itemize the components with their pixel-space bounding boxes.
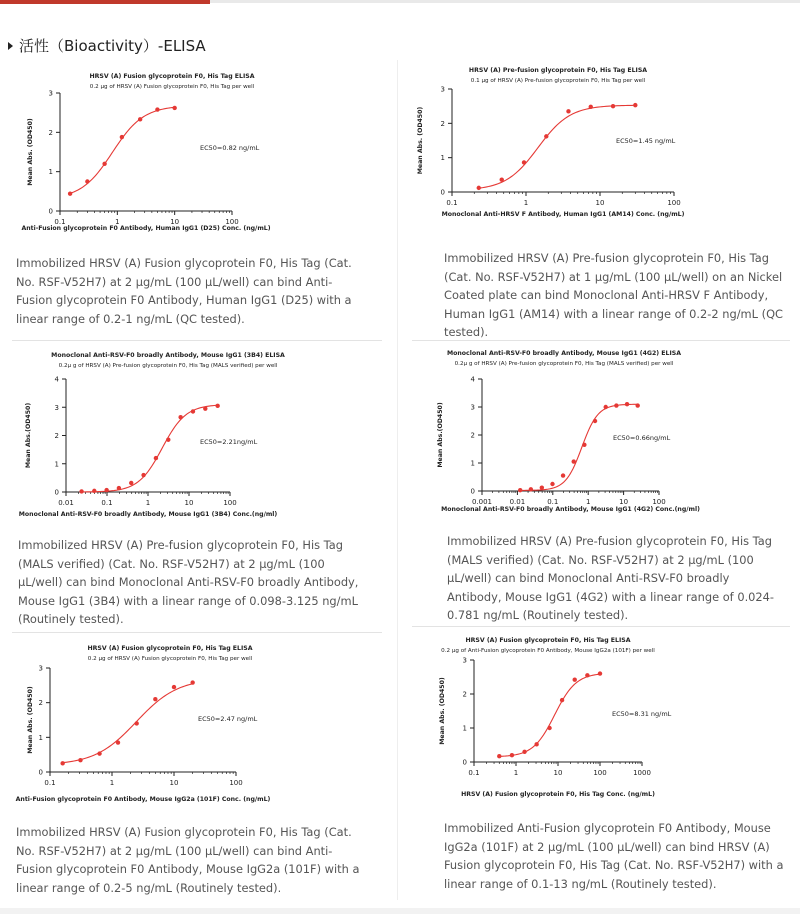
data-point <box>611 104 615 108</box>
chart-subtitle: 0.2 μg of HRSV (A) Fusion glycoprotein F0, His Tag per well <box>89 84 255 90</box>
elisa-chart-2 <box>412 64 782 224</box>
y-tick-label: 2 <box>48 128 53 137</box>
y-tick-label: 3 <box>470 403 475 412</box>
data-point <box>633 103 637 107</box>
data-point <box>104 488 108 492</box>
ec50-annotation: EC50=2.47 ng/mL <box>198 715 258 723</box>
y-tick-label: 2 <box>470 431 475 440</box>
data-point <box>155 107 159 111</box>
chart-title: HRSV (A) Pre-fusion glycoprotein F0, His Tag ELISA <box>468 67 648 74</box>
data-point <box>614 403 618 407</box>
y-tick-label: 0 <box>470 487 475 496</box>
section-title: 活性（Bioactivity）-ELISA <box>19 37 206 55</box>
y-tick-label: 0 <box>440 188 445 197</box>
x-axis-label: Monoclonal Anti-RSV-F0 broadly Antibody, Mouse IgG1 (3B4) Conc.(ng/ml) <box>18 511 278 518</box>
data-point <box>215 404 219 408</box>
data-point <box>561 473 565 477</box>
data-point <box>78 758 82 762</box>
x-tick-label: 1 <box>513 769 519 777</box>
data-point <box>138 117 142 121</box>
center-vertical-divider <box>397 60 398 900</box>
chart-title: Monoclonal Anti-RSV-F0 broadly Antibody, Mouse IgG1 (4G2) ELISA <box>446 350 682 357</box>
data-point <box>477 186 481 190</box>
ec50-annotation: EC50=0.82 ng/mL <box>200 144 260 152</box>
data-point <box>102 162 106 166</box>
x-tick-label: 0.001 <box>471 498 493 506</box>
x-tick-label: 100 <box>229 779 243 787</box>
ec50-annotation: EC50=1.45 ng/mL <box>616 137 676 145</box>
data-point <box>589 105 593 109</box>
x-axis-label: Monoclonal Anti-HRSV F Antibody, Human IgG1 (AM14) Conc. (ng/mL) <box>441 211 685 218</box>
bottom-bar <box>0 908 800 914</box>
elisa-chart-5 <box>15 640 392 808</box>
x-tick-label: 100 <box>223 499 237 507</box>
y-tick-label: 0 <box>54 488 59 497</box>
ec50-annotation: EC50=2.21ng/mL <box>200 438 258 446</box>
x-tick-label: 100 <box>667 199 681 207</box>
x-tick-label: 100 <box>652 498 666 506</box>
elisa-chart-4 <box>416 345 786 517</box>
elisa-chart-6 <box>420 634 790 804</box>
data-point <box>497 754 501 758</box>
data-point <box>529 487 533 491</box>
x-tick-label: 0.1 <box>446 199 458 207</box>
y-tick-label: 2 <box>38 699 43 708</box>
x-tick-label: 10 <box>169 779 179 787</box>
x-tick-label: 1 <box>109 779 115 787</box>
x-tick-label: 10 <box>595 199 605 207</box>
y-tick-label: 3 <box>54 403 59 412</box>
y-axis-label: Mean Abs. (OD450) <box>27 686 34 754</box>
data-point <box>544 134 548 138</box>
x-tick-label: 100 <box>593 769 607 777</box>
x-tick-label: 0.01 <box>58 499 74 507</box>
data-point <box>540 485 544 489</box>
x-axis-label: Monoclonal Anti-RSV-F0 broadly Antibody, Mouse IgG1 (4G2) Conc.(ng/ml) <box>441 506 700 513</box>
chart-title: Monoclonal Anti-RSV-F0 broadly Antibody, Mouse IgG1 (3B4) ELISA <box>51 352 285 359</box>
data-point <box>141 473 145 477</box>
right-divider-2 <box>412 626 790 627</box>
data-point <box>510 753 514 757</box>
data-point <box>117 486 121 490</box>
y-tick-label: 0 <box>38 768 43 777</box>
chart-subtitle: 0.2μ g of HRSV (A) Pre-fusion glycoprotein F0, His Tag (MALS verified) per well <box>454 361 674 367</box>
x-tick-label: 0.1 <box>101 499 113 507</box>
y-tick-label: 0 <box>48 207 53 216</box>
data-point <box>635 403 639 407</box>
chart-subtitle: 0.2 μg of HRSV (A) Fusion glycoprotein F0, His Tag per well <box>87 656 253 662</box>
y-tick-label: 1 <box>38 733 43 742</box>
data-point <box>120 135 124 139</box>
x-tick-label: 10 <box>619 498 629 506</box>
chart-6-description: Immobilized Anti-Fusion glycoprotein F0 Antibody, Mouse IgG2a (101F) at 2 μg/mL (100 μL/well) can bind HRSV (A) Fusion glycoprotein F0, His Tag (Cat. No. RSF-V52H7) with a linear range of 0.1-13 ng/mL (Routinely tested). <box>444 821 784 891</box>
left-divider-1 <box>12 340 382 341</box>
x-tick-label: 10 <box>170 218 180 226</box>
data-point <box>129 481 133 485</box>
data-point <box>522 160 526 164</box>
data-point <box>79 489 83 493</box>
y-tick-label: 1 <box>470 459 475 468</box>
data-point <box>190 680 194 684</box>
x-axis-label: Anti-Fusion glycoprotein F0 Antibody, Mouse IgG2a (101F) Conc. (ng/mL) <box>15 796 271 803</box>
data-point <box>582 443 586 447</box>
chart-5-description: Immobilized HRSV (A) Fusion glycoprotein F0, His Tag (Cat. No. RSF-V52H7) at 2 μg/mL (100 μL/well) can bind Anti-Fusion glycoprotein F0 Antibody, Mouse IgG2a (101F) with a linear range of 0.2-5 ng/mL (Routinely tested). <box>16 825 360 895</box>
section-heading <box>8 35 206 56</box>
x-tick-label: 0.1 <box>44 779 56 787</box>
y-tick-label: 1 <box>48 168 53 177</box>
data-point <box>598 671 602 675</box>
data-point <box>92 489 96 493</box>
y-tick-label: 0 <box>462 758 467 767</box>
chart-subtitle: 0.2μ g of HRSV (A) Pre-fusion glycoprotein F0, His Tag (MALS verified) per well <box>58 363 278 369</box>
fit-curve <box>520 404 637 490</box>
data-point <box>585 673 589 677</box>
y-tick-label: 3 <box>38 664 43 673</box>
data-point <box>522 750 526 754</box>
data-point <box>604 405 608 409</box>
chart-title: HRSV (A) Fusion glycoprotein F0, His Tag ELISA <box>87 645 253 652</box>
chart-title: HRSV (A) Fusion glycoprotein F0, His Tag ELISA <box>465 637 631 644</box>
x-tick-label: 1000 <box>633 769 651 777</box>
data-point <box>116 740 120 744</box>
data-point <box>573 678 577 682</box>
chart-1-description: Immobilized HRSV (A) Fusion glycoprotein F0, His Tag (Cat. No. RSF-V52H7) at 2 μg/mL (100 μL/well) can bind Anti-Fusion glycoprotein F0 Antibody, Human IgG1 (D25) with a linear range of 0.2-1 ng/mL (QC tested). <box>16 256 352 326</box>
chart-3-description: Immobilized HRSV (A) Pre-fusion glycoprotein F0, His Tag (MALS verified) (Cat. No. RSF-V52H7) at 2 μg/mL (100 μL/well) can bind Monoclonal Anti-RSV-F0 broadly Antibody, Mouse IgG1 (3B4) with a linear range of 0.098-3.125 ng/mL (Routinely tested). <box>18 538 359 626</box>
chart-4-description: Immobilized HRSV (A) Pre-fusion glycoprotein F0, His Tag (MALS verified) (Cat. No. RSF-V52H7) at 2 μg/mL (100 μL/well) can bind Monoclonal Anti-RSV-F0 broadly Antibody, Mouse IgG1 (4G2) with a linear range of 0.024-0.781 ng/mL (Routinely tested). <box>447 534 775 622</box>
chart-subtitle: 0.2 μg of Anti-Fusion glycoprotein F0 Antibody, Mouse IgG2a (101F) per well <box>441 648 655 654</box>
data-point <box>178 415 182 419</box>
data-point <box>172 685 176 689</box>
y-tick-label: 2 <box>462 690 467 699</box>
y-tick-label: 3 <box>48 89 53 98</box>
fit-curve <box>63 684 193 763</box>
data-point <box>85 179 89 183</box>
data-point <box>534 742 538 746</box>
y-tick-label: 4 <box>470 375 475 384</box>
data-point <box>68 191 72 195</box>
y-axis-label: Mean Abs.(OD450) <box>25 402 32 469</box>
x-tick-label: 0.01 <box>509 498 526 506</box>
x-tick-label: 1 <box>115 218 120 226</box>
x-tick-label: 100 <box>225 218 239 226</box>
y-tick-label: 1 <box>462 724 467 733</box>
data-point <box>154 456 158 460</box>
x-tick-label: 0.1 <box>468 769 480 777</box>
data-point <box>166 438 170 442</box>
data-point <box>547 726 551 730</box>
x-tick-label: 0.1 <box>547 498 559 506</box>
left-divider-2 <box>12 632 382 633</box>
y-axis-label: Mean Abs. (OD450) <box>417 106 424 175</box>
y-tick-label: 4 <box>54 375 59 384</box>
right-divider-1 <box>412 340 790 341</box>
chart-subtitle: 0.1 μg of HRSV (A) Pre-fusion glycoprotein F0, His Tag per well <box>470 78 646 84</box>
x-tick-label: 1 <box>585 498 591 506</box>
x-tick-label: 1 <box>145 499 151 507</box>
y-tick-label: 3 <box>462 656 467 665</box>
triangle-bullet-icon <box>8 42 13 50</box>
data-point <box>153 697 157 701</box>
x-tick-label: 10 <box>184 499 194 507</box>
data-point <box>134 721 138 725</box>
data-point <box>191 409 195 413</box>
x-axis-label: Anti-Fusion glycoprotein F0 Antibody, Human IgG1 (D25) Conc. (ng/mL) <box>21 225 271 232</box>
data-point <box>203 406 207 410</box>
data-point <box>625 402 629 406</box>
data-point <box>566 109 570 113</box>
x-tick-label: 1 <box>523 199 529 207</box>
y-axis-label: Mean Abs. (OD450) <box>27 118 34 186</box>
x-tick-label: 10 <box>553 769 563 777</box>
data-point <box>593 419 597 423</box>
top-accent-bar <box>0 0 210 4</box>
y-tick-label: 1 <box>54 460 59 469</box>
y-tick-label: 1 <box>440 154 445 163</box>
data-point <box>518 488 522 492</box>
fit-curve <box>82 405 218 492</box>
data-point <box>572 459 576 463</box>
ec50-annotation: EC50=8.31 ng/mL <box>612 710 672 718</box>
elisa-chart-1 <box>22 64 382 240</box>
y-tick-label: 2 <box>440 119 445 128</box>
chart-2-description: Immobilized HRSV (A) Pre-fusion glycoprotein F0, His Tag (Cat. No. RSF-V52H7) at 1 μg/mL (100 μL/well) on an Nickel Coated plate can bind Monoclonal Anti-HRSV F Antibody, Human IgG1 (AM14) with a linear range of 0.2-2 ng/mL (QC tested). <box>444 251 783 339</box>
y-axis-label: Mean Abs. (OD450) <box>439 677 446 745</box>
data-point <box>550 482 554 486</box>
y-tick-label: 2 <box>54 432 59 440</box>
y-axis-label: Mean Abs.(OD450) <box>437 402 444 468</box>
fit-curve <box>499 674 600 756</box>
ec50-annotation: EC50=0.66ng/mL <box>613 434 671 442</box>
data-point <box>500 177 504 181</box>
fit-curve <box>479 105 636 188</box>
x-axis-label: HRSV (A) Fusion glycoprotein F0, His Tag Conc. (ng/mL) <box>461 791 655 798</box>
y-tick-label: 3 <box>440 85 445 94</box>
data-point <box>172 106 176 110</box>
x-tick-label: 0.1 <box>54 218 66 226</box>
data-point <box>560 698 564 702</box>
data-point <box>97 751 101 755</box>
chart-title: HRSV (A) Fusion glycoprotein F0, His Tag ELISA <box>89 73 255 80</box>
elisa-chart-3 <box>20 349 390 521</box>
data-point <box>60 761 64 765</box>
